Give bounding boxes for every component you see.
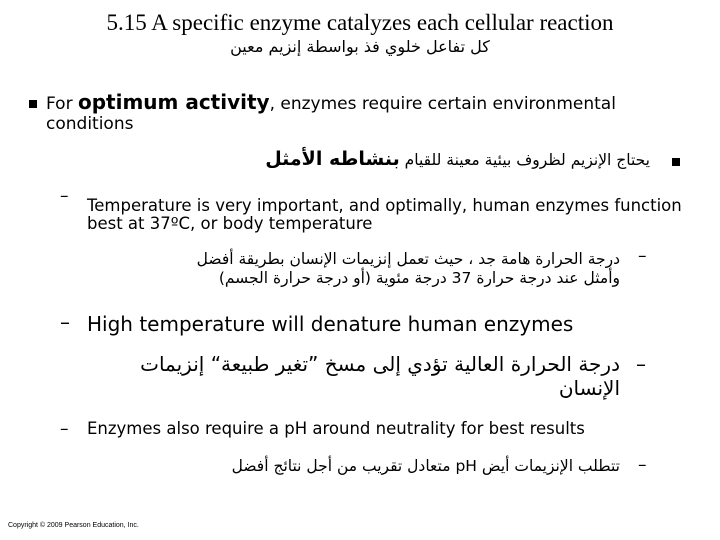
sub-temperature-ar-line2: وأمثل عند درجة حرارة 37 درجة مئوية (أو درجة حرارة الجسم) [218,269,620,287]
sub-high-temp-en: High temperature will denature human enzymes [87,312,574,336]
bullet-prefix: For [46,94,78,114]
bullet-rest: , enzymes require certain environmental conditions [46,94,616,134]
bullet-optimum-activity-ar [140,148,650,171]
slide-title-english: 5.15 A specific enzyme catalyzes each cellular reaction [106,10,614,35]
sub-temperature-en: Temperature is very important, and optimally, human enzymes function best at 37ºC, or body temperature [87,196,682,233]
bullet-text-ar: يحتاج الإنزيم لظروف بيئية معينة للقيام [399,151,650,169]
bullet-emphasis: optimum activity [77,90,270,114]
dash-marker: – [60,419,69,439]
bullet-optimum-activity-en [46,92,706,134]
bullet-marker [29,100,37,108]
bullet-marker [672,158,680,166]
dash-marker: – [638,455,647,475]
dash-marker: – [60,310,70,334]
sub-high-temp-ar-line1: درجة الحرارة العالية تؤدي إلى مسخ ”تغير طبيعة“ إنزيمات [140,352,620,376]
sub-temperature-ar-line1: درجة الحرارة هامة جد ، حيث تعمل إنزيمات الإنسان بطريقة أفضل [196,250,620,268]
sub-ph-en: Enzymes also require a pH around neutrality for best results [87,419,585,438]
bullet-emphasis-ar: بنشاطه الأمثل [265,148,400,170]
dash-marker: – [60,186,69,206]
dash-marker: – [636,352,646,376]
sub-ph-ar: تتطلب الإنزيمات أيض pH متعادل تقريب من أجل نتائج أفضل [231,457,620,475]
dash-marker: – [638,246,647,266]
slide-title-arabic: كل تفاعل خلوي فذ بواسطة إنزيم معين [230,37,490,56]
copyright-footer: Copyright © 2009 Pearson Education, Inc. [8,522,139,529]
sub-high-temp-ar-line2: الإنسان [558,376,620,400]
